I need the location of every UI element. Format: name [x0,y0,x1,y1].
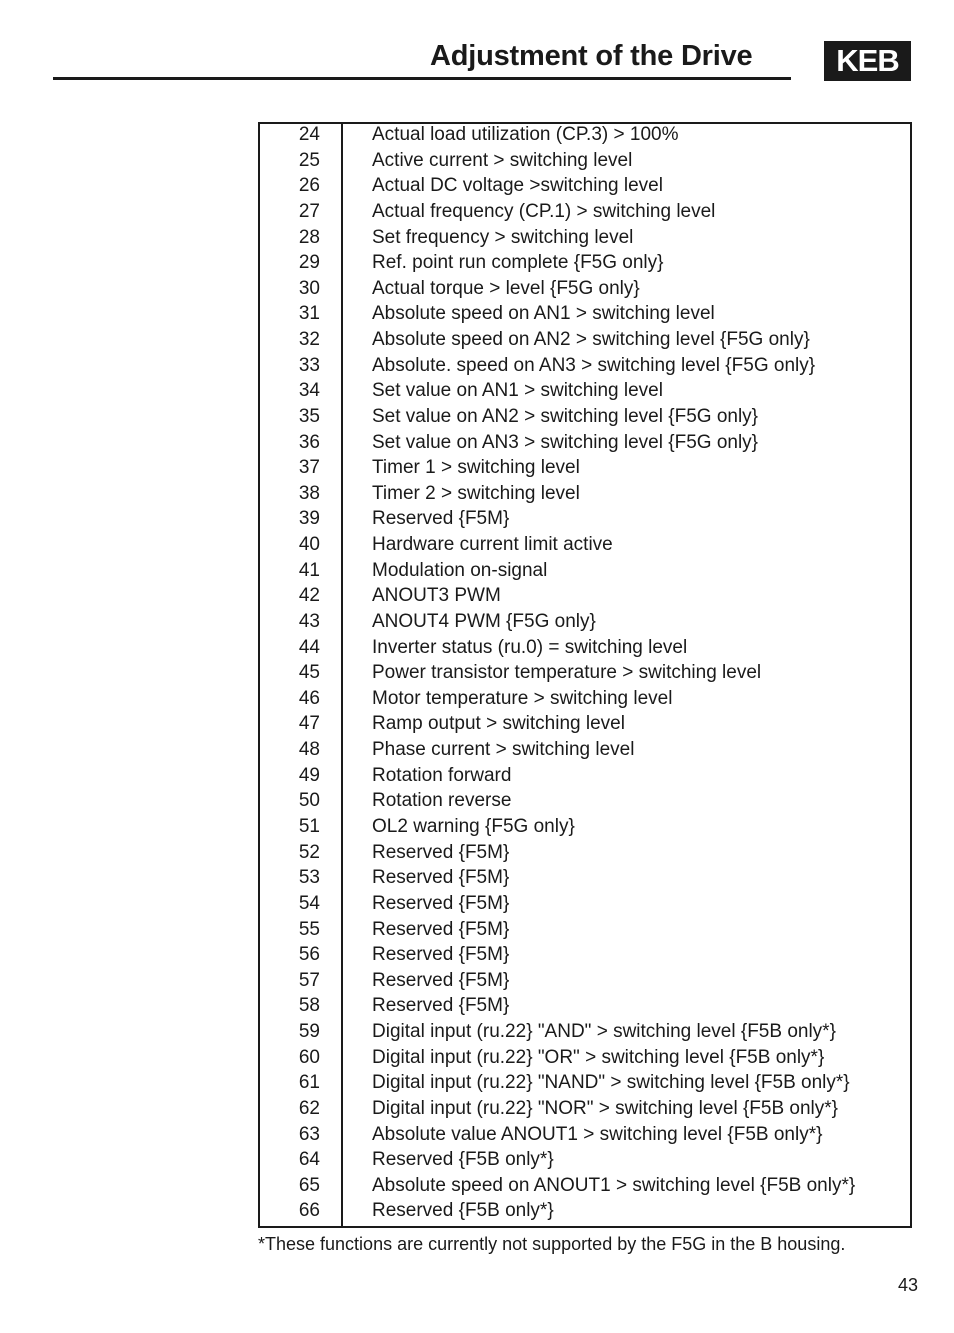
keb-logo: KEB [824,41,911,81]
table-row [260,865,910,891]
table-row [260,635,910,661]
table-row [260,532,910,558]
row-description: Actual load utilization (CP.3) > 100% [372,124,679,145]
table-row [260,122,910,148]
row-description: Inverter status (ru.0) = switching level [372,636,688,658]
table-row [260,942,910,968]
row-number: 28 [298,226,320,248]
row-description: Power transistor temperature > switching level [372,662,762,684]
row-description: Reserved {F5M} [372,841,510,863]
row-description: Ref. point run complete {F5G only} [372,252,664,274]
row-description: Active current > switching level [372,149,633,171]
row-number: 53 [298,867,320,889]
row-number: 25 [298,149,320,171]
row-description: Timer 1 > switching level [372,457,580,479]
page-number: 43 [898,1275,919,1295]
row-description: Absolute value ANOUT1 > switching level {F5B only*} [372,1123,823,1145]
row-description: Digital input (ru.22} "OR" > switching level {F5B only*} [372,1046,825,1068]
table-row [260,455,910,481]
row-description: Absolute. speed on AN3 > switching level {F5G only} [372,354,816,376]
table-row [260,199,910,225]
row-number: 57 [298,969,320,991]
row-number: 34 [298,380,320,402]
row-description: Reserved {F5B only*} [372,1149,554,1171]
table-row [260,609,910,635]
row-number: 49 [298,764,320,786]
row-description: Actual DC voltage >switching level [372,175,663,197]
row-number: 60 [298,1046,320,1068]
table-row [260,276,910,302]
row-number: 40 [298,534,320,556]
table-row [260,1173,910,1199]
table-row [260,788,910,814]
table-row [260,686,910,712]
row-number: 36 [298,431,320,453]
table-row [260,968,910,994]
row-description: Reserved {F5M} [372,944,510,966]
row-number: 38 [298,482,320,504]
row-description: Digital input (ru.22} "AND" > switching level {F5B only*} [372,1021,836,1043]
row-number: 45 [298,662,320,684]
table-row [260,917,910,943]
row-number: 42 [298,585,320,607]
row-number: 62 [298,1097,320,1119]
table-row [260,814,910,840]
table-row [260,506,910,532]
footnote: *These functions are currently not supported by the F5G in the B housing. [258,1234,846,1254]
row-description: Reserved {F5M} [372,995,510,1017]
row-number: 58 [298,995,320,1017]
table-row [260,250,910,276]
table-row [260,737,910,763]
row-description: Set frequency > switching level [372,226,634,248]
table-row [260,1122,910,1148]
row-description: Reserved {F5M} [372,508,510,530]
table-row [260,378,910,404]
row-number: 56 [298,944,320,966]
row-number: 44 [298,636,320,658]
row-number: 51 [298,816,320,837]
row-number: 29 [298,252,320,274]
function-table [258,122,912,1228]
row-number: 41 [298,559,320,581]
row-number: 43 [298,610,320,632]
row-description: Reserved {F5M} [372,969,510,991]
table-row [260,583,910,609]
page-title: Adjustment of the Drive [430,40,753,72]
row-description: ANOUT4 PWM {F5G only} [372,610,596,632]
table-row [260,1096,910,1122]
table-row [260,173,910,199]
table-row [260,481,910,507]
row-description: Set value on AN1 > switching level [372,380,663,402]
table-row [260,711,910,737]
row-number: 46 [298,687,320,709]
table-row [260,840,910,866]
row-description: Rotation forward [372,764,512,786]
row-description: Modulation on-signal [372,559,548,581]
table-row [260,660,910,686]
row-description: Actual torque > level {F5G only} [372,277,640,299]
row-description: Timer 2 > switching level [372,482,580,504]
row-description: ANOUT3 PWM [372,585,501,607]
row-number: 55 [298,918,320,940]
table-row [260,993,910,1019]
row-number: 52 [298,841,320,863]
row-number: 39 [298,508,320,530]
row-description: Reserved {F5B only*} [372,1200,554,1222]
row-number: 47 [298,713,320,735]
row-description: Reserved {F5M} [372,918,510,940]
row-number: 61 [298,1072,320,1094]
row-description: Absolute speed on AN2 > switching level {F5G only} [372,329,810,351]
row-number: 64 [298,1149,320,1171]
row-number: 48 [298,739,320,761]
table-row [260,148,910,174]
table-row [260,353,910,379]
row-number: 32 [298,329,320,351]
row-description: Digital input (ru.22} "NAND" > switching level {F5B only*} [372,1072,850,1094]
table-row [260,327,910,353]
header-rule [53,77,791,80]
row-number: 24 [298,124,320,145]
row-number: 66 [298,1200,320,1222]
row-description: Motor temperature > switching level [372,687,673,709]
row-number: 35 [298,405,320,427]
row-description: Absolute speed on ANOUT1 > switching level {F5B only*} [372,1174,856,1196]
table-row [260,1070,910,1096]
row-description: Reserved {F5M} [372,867,510,889]
table-row [260,1045,910,1071]
table-row [260,1198,910,1224]
row-description: Set value on AN2 > switching level {F5G only} [372,405,759,427]
table-row [260,763,910,789]
row-description: Hardware current limit active [372,534,613,556]
row-number: 31 [298,303,320,325]
row-description: Rotation reverse [372,790,512,812]
table-row [260,301,910,327]
row-number: 26 [298,175,320,197]
row-number: 50 [298,790,320,812]
row-number: 65 [298,1174,320,1196]
table-row [260,225,910,251]
row-description: Absolute speed on AN1 > switching level [372,303,715,325]
table-row [260,404,910,430]
table-row [260,558,910,584]
row-description: Reserved {F5M} [372,892,510,914]
row-number: 37 [298,457,320,479]
table-row [260,1147,910,1173]
row-number: 30 [298,277,320,299]
row-description: Ramp output > switching level [372,713,625,735]
table-row [260,1019,910,1045]
row-number: 33 [298,354,320,376]
row-description: Phase current > switching level [372,739,635,761]
table-row [260,430,910,456]
row-description: Actual frequency (CP.1) > switching level [372,200,716,222]
row-description: Digital input (ru.22} "NOR" > switching level {F5B only*} [372,1097,839,1119]
row-number: 63 [298,1123,320,1145]
row-description: Set value on AN3 > switching level {F5G only} [372,431,759,453]
row-number: 54 [298,892,320,914]
table-row [260,891,910,917]
row-description: OL2 warning {F5G only} [372,816,575,837]
row-number: 27 [298,200,320,222]
row-number: 59 [298,1021,320,1043]
